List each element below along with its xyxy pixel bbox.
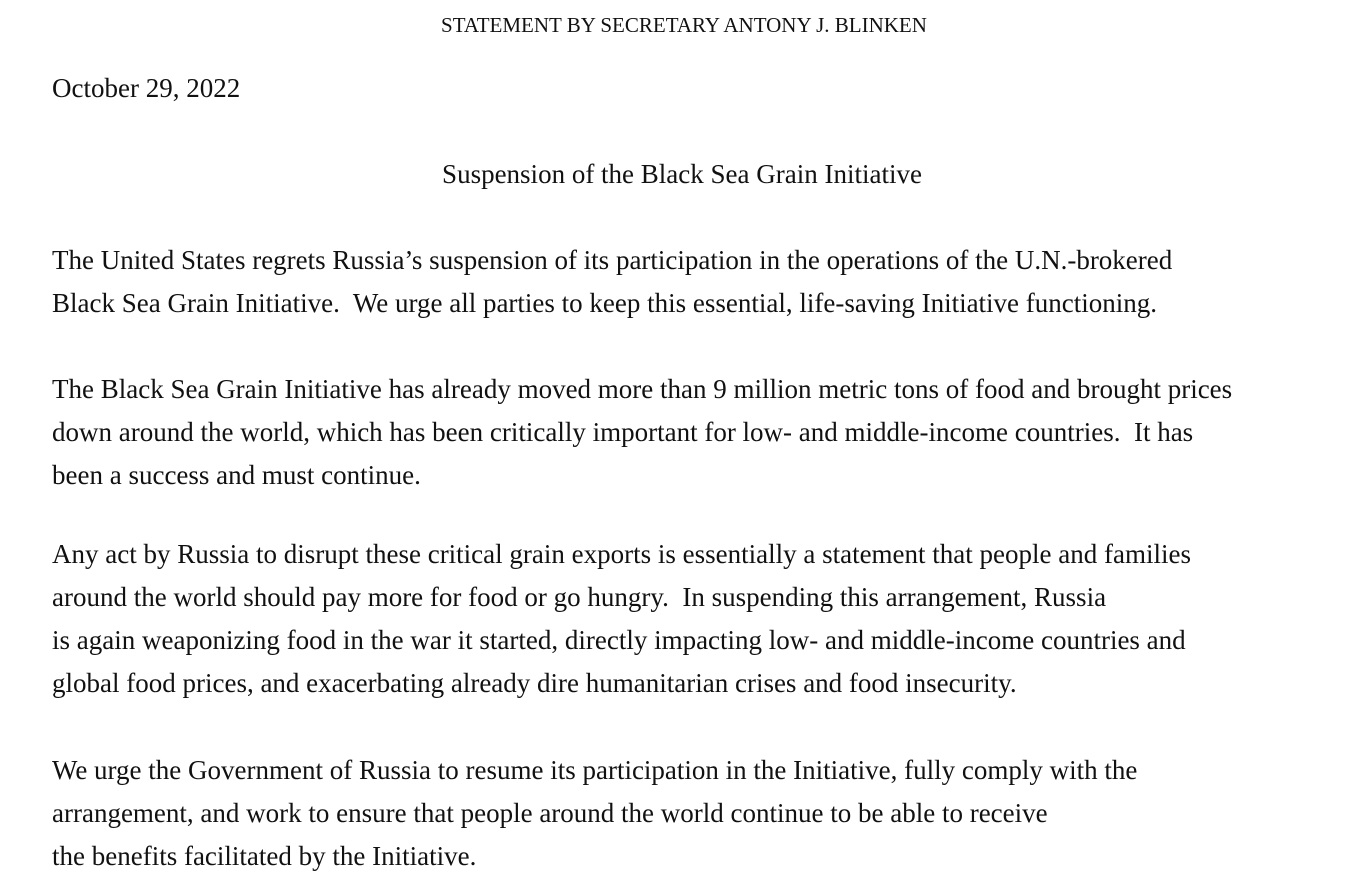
- paragraph-1: [52, 239, 1352, 325]
- paragraph-line: been a success and must continue.: [52, 460, 421, 490]
- paragraph-line: Any act by Russia to disrupt these critical grain exports is essentially a statement that people and families: [52, 539, 1191, 569]
- paragraph-line: around the world should pay more for food or go hungry. In suspending this arrangement, Russia: [52, 582, 1107, 612]
- statement-title: Suspension of the Black Sea Grain Initiative: [442, 159, 922, 189]
- paragraph-line: Black Sea Grain Initiative. We urge all parties to keep this essential, life-saving Initiative functioning.: [52, 288, 1158, 318]
- paragraph-line: down around the world, which has been critically important for low- and middle-income countries. It has: [52, 417, 1194, 447]
- paragraph-line: The United States regrets Russia’s suspension of its participation in the operations of the U.N.-brokered: [52, 245, 1173, 275]
- statement-header: STATEMENT BY SECRETARY ANTONY J. BLINKEN: [441, 13, 927, 37]
- paragraph-line: is again weaponizing food in the war it started, directly impacting low- and middle-income countries and: [52, 625, 1186, 655]
- paragraph-line: arrangement, and work to ensure that people around the world continue to be able to receive: [52, 798, 1048, 828]
- paragraph-3: [52, 533, 1352, 705]
- paragraph-line: the benefits facilitated by the Initiative.: [52, 841, 477, 871]
- paragraph-line: global food prices, and exacerbating already dire humanitarian crises and food insecurity.: [52, 668, 1017, 698]
- paragraph-line: We urge the Government of Russia to resume its participation in the Initiative, fully comply with the: [52, 755, 1138, 785]
- paragraph-2: [52, 368, 1352, 497]
- paragraph-4: [52, 749, 1352, 878]
- statement-date: October 29, 2022: [52, 73, 241, 103]
- paragraph-line: The Black Sea Grain Initiative has already moved more than 9 million metric tons of food and brought prices: [52, 374, 1233, 404]
